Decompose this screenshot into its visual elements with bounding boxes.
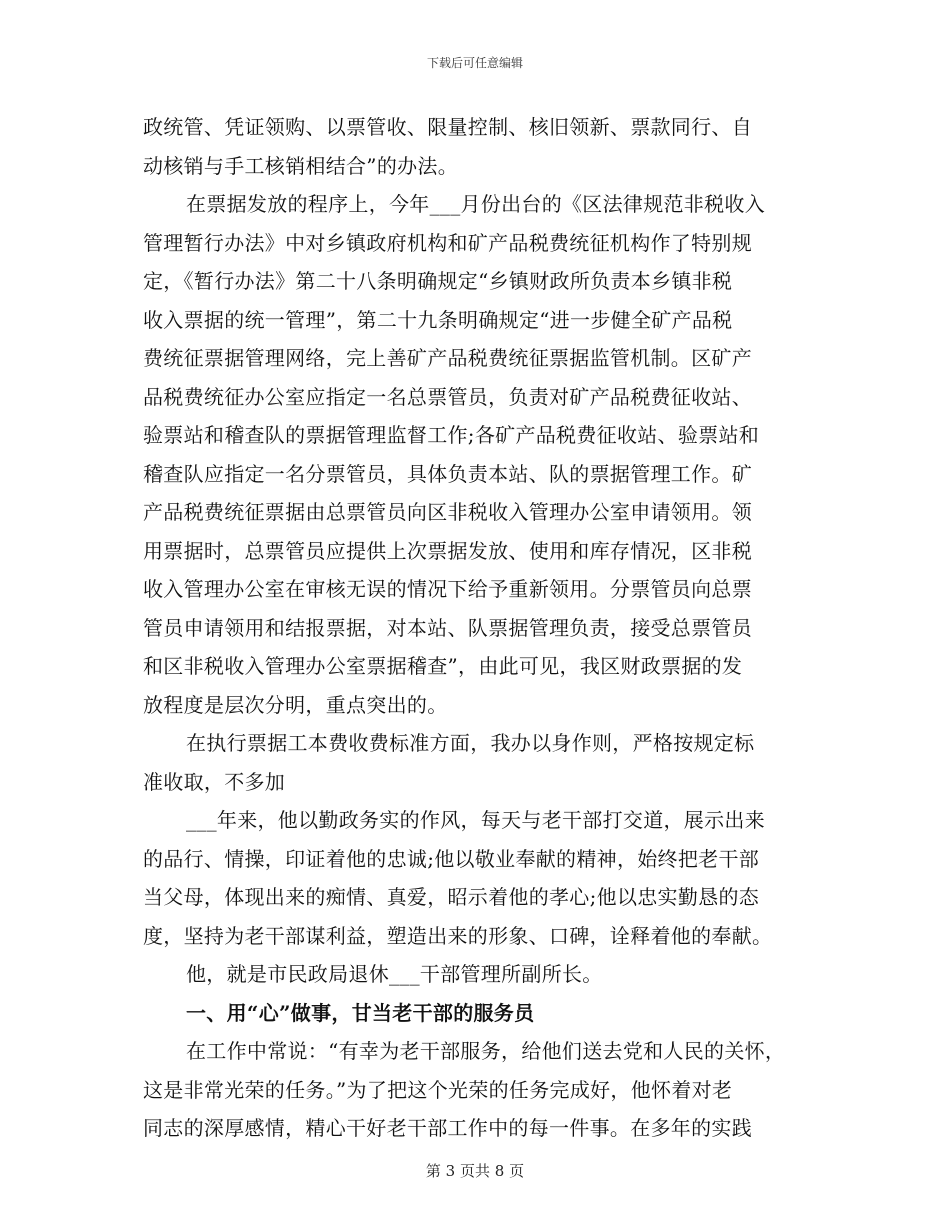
document-body: [143, 108, 807, 1148]
body-line: 在工作中常说：“有幸为老干部服务，给他们送去党和人民的关怀，: [186, 1039, 786, 1063]
body-line: 收入票据的统一管理”，第二十九条明确规定“进一步健全矿产品税: [143, 307, 733, 332]
body-line: 定，《暂行办法》第二十八条明确规定“乡镇财政所负责本乡镇非税: [143, 269, 733, 293]
body-line: 准收取，不多加: [143, 769, 286, 794]
body-line: ___年来，他以勤政务实的作风，每天与老干部打交道，展示出来: [186, 808, 765, 832]
page-header: 下载后可任意编辑: [426, 56, 523, 70]
body-line: 放程度是层次分明，重点突出的。: [143, 692, 448, 717]
body-line: 这是非常光荣的任务。”为了把这个光荣的任务完成好，他怀着对老: [143, 1077, 733, 1102]
body-line: 管理暂行办法》中对乡镇政府机构和矿产品税费统征机构作了特别规: [143, 230, 752, 255]
body-line: 稽查队应指定一名分票管员，具体负责本站、队的票据管理工作。矿: [143, 461, 752, 486]
body-line: 同志的深厚感情，精心干好老干部工作中的每一件事。在多年的实践: [143, 1116, 752, 1140]
body-line: 和区非税收入管理办公室票据稽查”，由此可见，我区财政票据的发: [143, 654, 743, 678]
body-line: 用票据时，总票管员应提供上次票据发放、使用和库存情况，区非税: [143, 538, 752, 563]
body-line: 验票站和稽查队的票据管理监督工作;各矿产品税费征收站、验票站和: [143, 423, 760, 447]
body-line: 品税费统征办公室应指定一名总票管员，负责对矿产品税费征收站、: [143, 384, 752, 409]
body-line: 在执行票据工本费收费标准方面，我办以身作则，严格按规定标: [186, 731, 755, 755]
page-footer: 第 3 页共 8 页: [425, 1162, 525, 1180]
body-line: 动核销与手工核销相结合”的办法。: [143, 153, 459, 178]
body-line: 度，坚持为老干部谋利益，塑造出来的形象、口碑，诠释着他的奉献。: [143, 923, 773, 948]
body-line: 当父母，体现出来的痴情、真爱，昭示着他的孝心;他以忠实勤恳的态: [143, 885, 760, 909]
body-line: 管员申请领用和结报票据，对本站、队票据管理负责，接受总票管员: [143, 615, 752, 640]
section-heading: 一、用“心”做事，甘当老干部的服务员: [186, 1000, 535, 1025]
body-line: 政统管、凭证领购、以票管收、限量控制、核旧领新、票款同行、自: [143, 115, 752, 139]
body-line: 收入管理办公室在审核无误的情况下给予重新领用。分票管员向总票: [143, 577, 752, 601]
body-line: 他，就是市民政局退休___干部管理所副所长。: [186, 962, 603, 986]
body-line: 产品税费统征票据由总票管员向区非税收入管理办公室申请领用。领: [143, 500, 752, 524]
body-line: 在票据发放的程序上，今年___月份出台的《区法律规范非税收入: [186, 192, 765, 216]
body-line: 的品行、情操，印证着他的忠诚;他以敬业奉献的精神，始终把老干部: [143, 846, 760, 871]
body-line: 费统征票据管理网络，完上善矿产品税费统征票据监管机制。区矿产: [143, 346, 752, 370]
